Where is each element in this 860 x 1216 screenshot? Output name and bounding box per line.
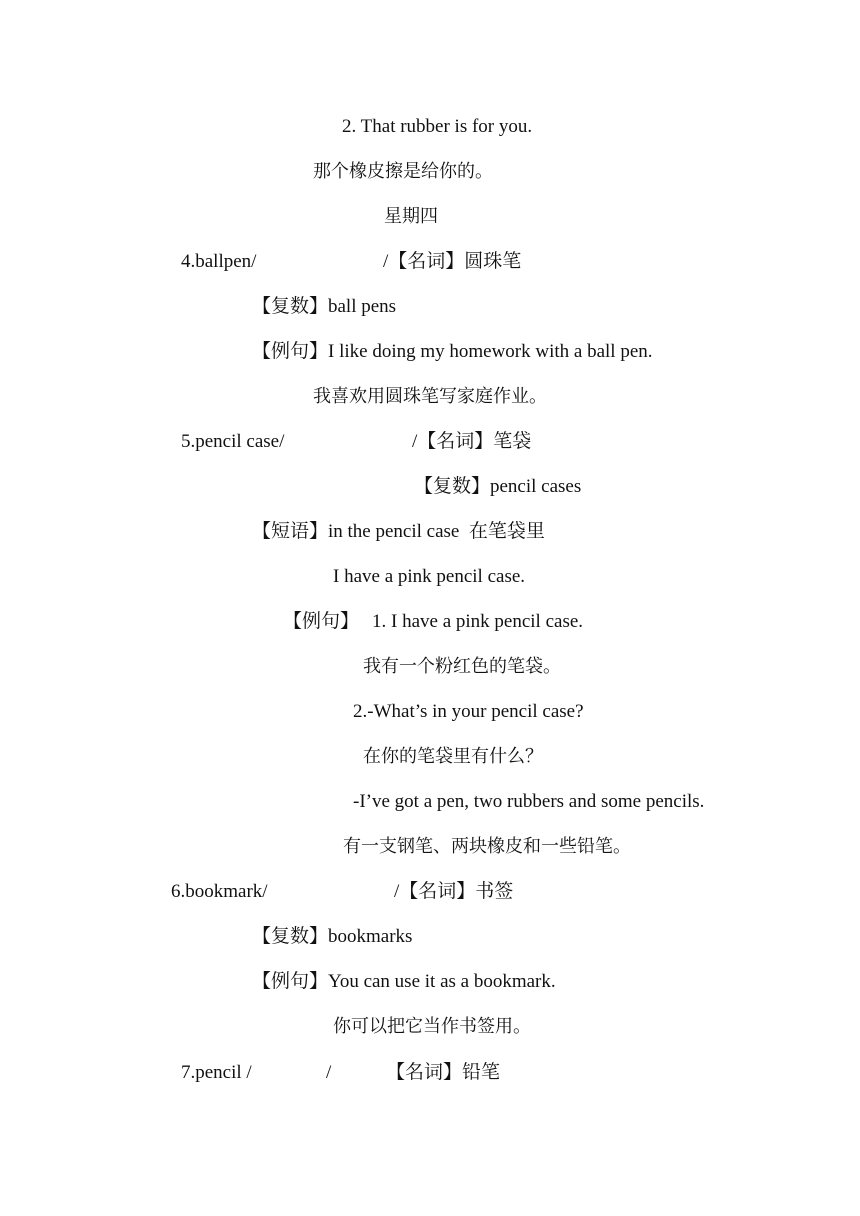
entry-pencil-case-example-2-question-translation: 在你的笔袋里有什么？ [363,746,543,767]
example-sentence-rubber: 2. That rubber is for you. [342,116,533,137]
entry-bookmark-example-translation: 你可以把它当作书签用。 [333,1016,531,1037]
entry-pencil-case-example-1-translation: 我有一个粉红色的笔袋。 [363,656,561,677]
entry-pencil-case-example-2-answer-translation: 有一支钢笔、两块橡皮和一些铅笔。 [343,836,631,857]
entry-pencil-definition: 【名词】铅笔 [386,1062,501,1083]
entry-bookmark-plural: 【复数】bookmarks [252,926,413,947]
entry-ballpen-plural: 【复数】ball pens [252,296,397,317]
entry-pencil-case-phrase: 【短语】in the pencil case 在笔袋里 [252,521,545,542]
entry-pencil-case-plural: 【复数】pencil cases [414,476,582,497]
entry-pencil-word: 7.pencil / [181,1062,252,1083]
entry-pencil-case-definition: /【名词】笔袋 [412,431,532,452]
entry-pencil-slash: / [326,1062,332,1083]
day-heading-thursday: 星期四 [384,206,438,227]
entry-bookmark-word: 6.bookmark/ [171,881,268,902]
entry-pencil-case-example-2-answer: -I’ve got a pen, two rubbers and some pencils. [353,791,705,812]
entry-pencil-case-example-tag: 【例句】 [283,611,360,632]
entry-pencil-case-example-1: 1. I have a pink pencil case. [372,611,584,632]
entry-ballpen-example-translation: 我喜欢用圆珠笔写家庭作业。 [313,386,547,407]
entry-bookmark-definition: /【名词】书签 [394,881,514,902]
entry-ballpen-definition: /【名词】圆珠笔 [383,251,522,272]
entry-pencil-case-sentence: I have a pink pencil case. [333,566,526,587]
entry-pencil-case-example-2-question: 2.-What’s in your pencil case? [353,701,584,722]
entry-bookmark-example: 【例句】You can use it as a bookmark. [252,971,556,992]
entry-ballpen-word: 4.ballpen/ [181,251,257,272]
translation-rubber: 那个橡皮擦是给你的。 [313,161,493,182]
entry-ballpen-example: 【例句】I like doing my homework with a ball pen. [252,341,653,362]
entry-pencil-case-word: 5.pencil case/ [181,431,285,452]
